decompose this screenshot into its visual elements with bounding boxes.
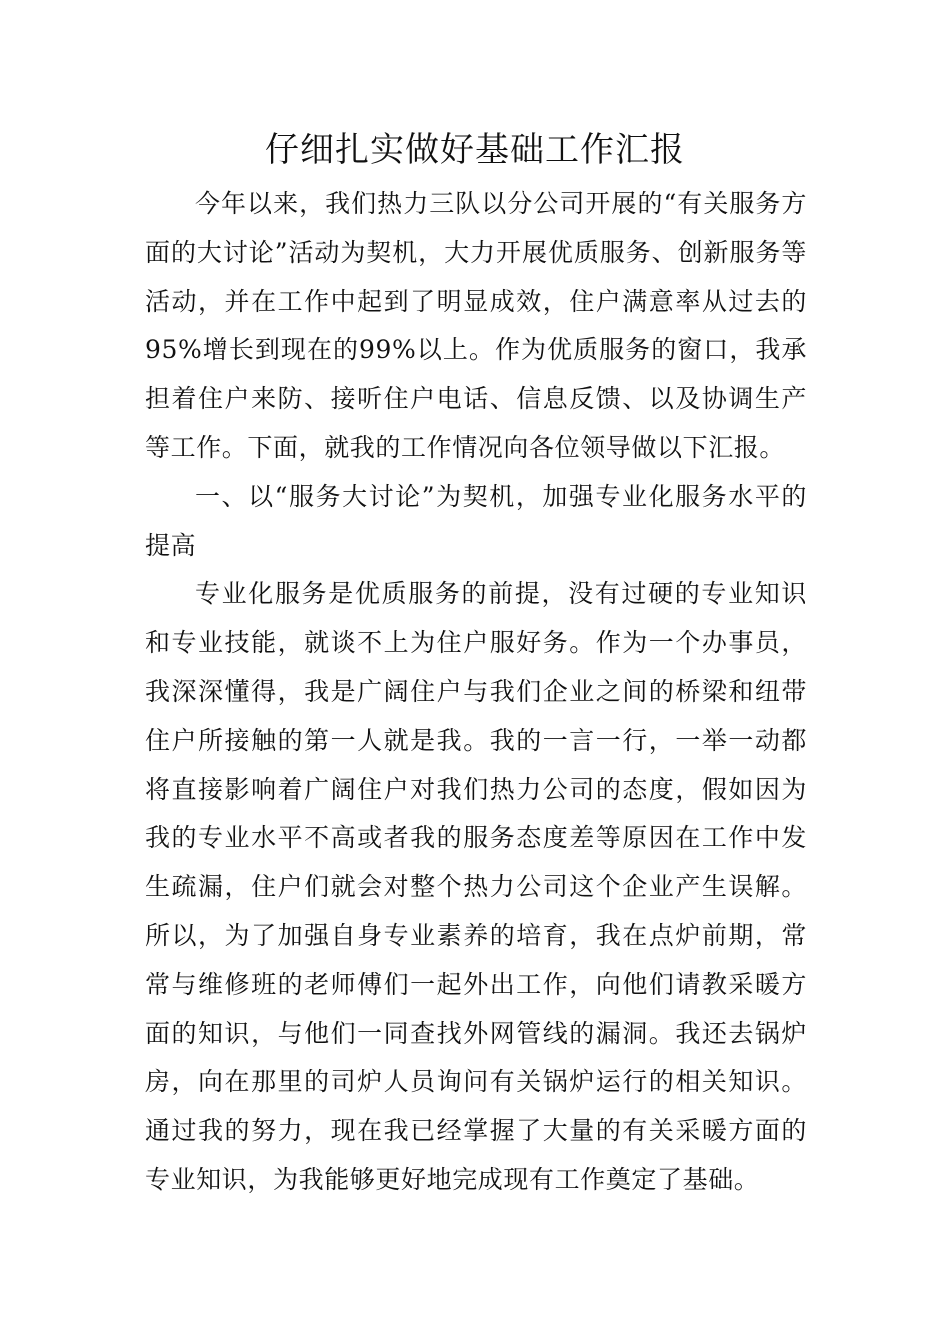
section-heading-1: 一、以“服务大讨论”为契机，加强专业化服务水平的提高 bbox=[145, 481, 807, 560]
document-body bbox=[145, 180, 807, 1205]
document-title: 仔细扎实做好基础工作汇报 bbox=[265, 130, 685, 170]
paragraph-section-1: 专业化服务是优质服务的前提，没有过硬的专业知识和专业技能，就谈不上为住户服好务。作为一个办事员，我深深懂得，我是广阔住户与我们企业之间的桥梁和纽带住户所接触的第一人就是我。我的一言一行，一举一动都将直接影响着广阔住户对我们热力公司的态度，假如因为我的专业水平不高或者我的服务态度差等原因在工作中发生疏漏，住户们就会对整个热力公司这个企业产生误解。所以，为了加强自身专业素养的培育，我在点炉前期，常常与维修班的老师傅们一起外出工作，向他们请教采暖方面的知识，与他们一同查找外网管线的漏洞。我还去锅炉房，向在那里的司炉人员询问有关锅炉运行的相关知识。通过我的努力，现在我已经掌握了大量的有关采暖方面的专业知识，为我能够更好地完成现有工作奠定了基础。 bbox=[145, 579, 807, 1194]
paragraph-intro: 今年以来，我们热力三队以分公司开展的“有关服务方面的大讨论”活动为契机，大力开展优质服务、创新服务等活动，并在工作中起到了明显成效，住户满意率从过去的95%增长到现在的99%以上。作为优质服务的窗口，我承担着住户来防、接听住户电话、信息反馈、以及协调生产等工作。下面，就我的工作情况向各位领导做以下汇报。 bbox=[145, 189, 807, 462]
